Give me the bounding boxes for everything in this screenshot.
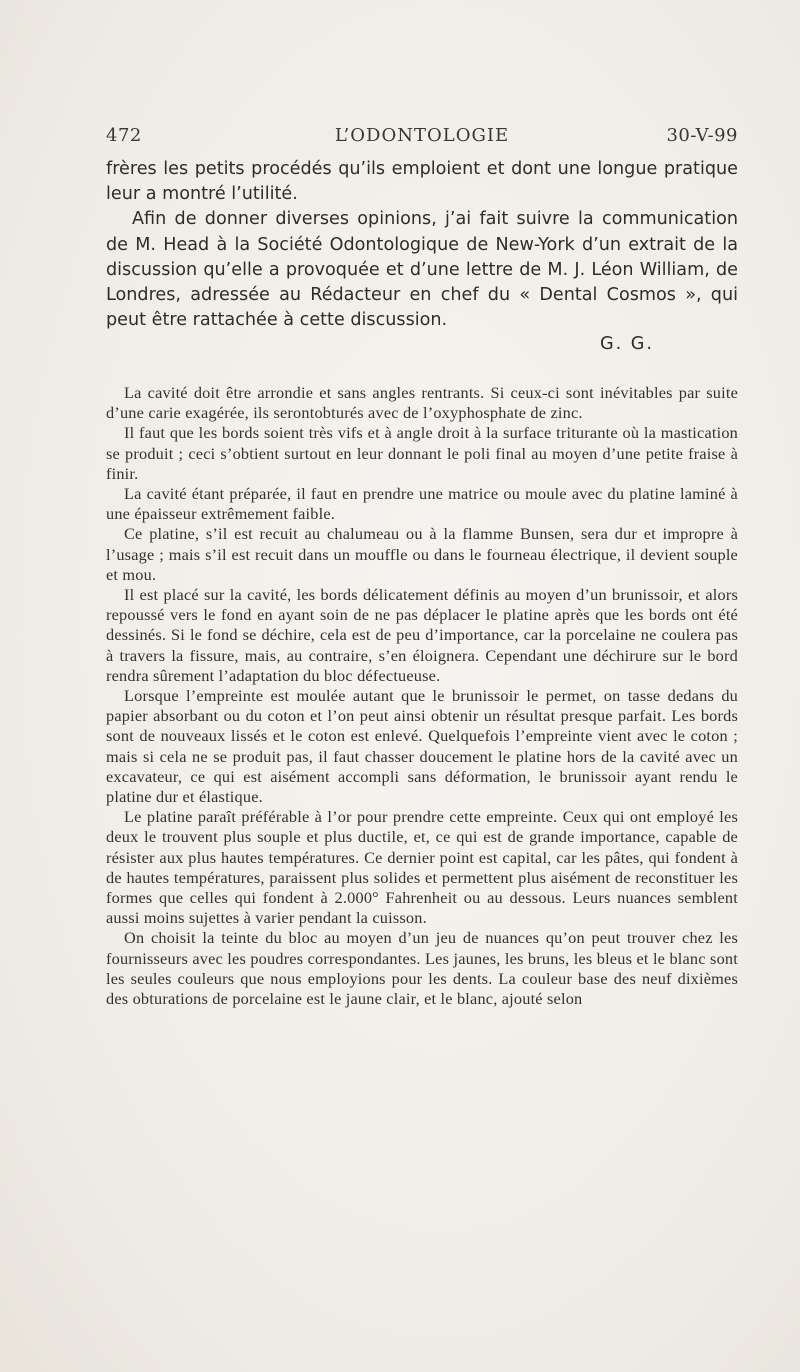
author-signature: G. G. bbox=[599, 334, 654, 354]
intro-paragraph: frères les petits procédés qu’ils emploient et dont une longue pratique leur a montré l’utilité. bbox=[106, 159, 738, 205]
body-paragraph: Lorsque l’empreinte est moulée autant que le brunissoir le permet, on tasse dedans du papier absorbant ou du coton et l’on peut ainsi obtenir un résultat presque parfait. Les bords sont de nouveaux lissés et le coton est enlevé. Quelquefois l’empreinte vient avec le coton ; mais si cela ne se produit pas, il faut chasser doucement le platine hors de la cavité avec un excavateur, ce qui est aisément accompli sans déformation, le brunissoir ayant rendu le platine dur et élastique. bbox=[106, 686, 738, 807]
body-paragraph: Il est placé sur la cavité, les bords délicatement définis au moyen d’un brunissoir, et alors repoussé vers le fond en ayant soin de ne pas déplacer le platine après que les bords ont été dessinés. Si le fond se déchire, cela est de peu d’importance, car la porcelaine ne coulera pas à travers la fissure, mais, au contraire, s’en éloignera. Cependant une déchirure sur le bord rendra sûrement l’adaptation du bloc défectueuse. bbox=[106, 585, 738, 685]
intro-note bbox=[106, 157, 738, 333]
body-paragraph: La cavité étant préparée, il faut en prendre une matrice ou moule avec du platine laminé à une épaisseur extrêmement faible. bbox=[106, 484, 738, 524]
body-paragraph: Il faut que les bords soient très vifs et à angle droit à la surface triturante où la mastication se produit ; ceci s’obtient surtout en leur donnant le poli final au moyen d’une petite fraise à finir. bbox=[106, 423, 738, 483]
body-paragraph: La cavité doit être arrondie et sans angles rentrants. Si ceux-ci sont inévitables par suite d’une carie exagérée, ils serontobturés avec de l’oxyphosphate de zinc. bbox=[106, 383, 738, 423]
running-header bbox=[106, 125, 738, 151]
journal-title: L’ODONTOLOGIE bbox=[334, 125, 510, 146]
body-paragraph: Ce platine, s’il est recuit au chalumeau ou à la flamme Bunsen, sera dur et impropre à l’usage ; mais s’il est recuit dans un mouffle ou dans le fourneau électrique, il devient souple et mou. bbox=[106, 524, 738, 584]
issue-date: 30-V-99 bbox=[666, 125, 738, 146]
article-body bbox=[106, 383, 738, 1009]
page-number: 472 bbox=[106, 125, 142, 146]
intro-paragraph: Afin de donner diverses opinions, j’ai fait suivre la communication de M. Head à la Société Odontologique de New-York d’un extrait de la discussion qu’elle a provoquée et d’une lettre de M. J. Léon William, de Londres, adressée au Rédacteur en chef du « Dental Cosmos », qui peut être rattachée à cette discussion. bbox=[106, 209, 738, 331]
body-paragraph: Le platine paraît préférable à l’or pour prendre cette empreinte. Ceux qui ont employé les deux le trouvent plus souple et plus ductile, et, ce qui est de grande importance, capable de résister aux plus hautes températures. Ce dernier point est capital, car les pâtes, qui fondent à de hautes températures, paraissent plus solides et permettent plus aisément de reconstituer les formes que celles qui fondent à 2.000° Fahrenheit ou au dessous. Leurs nuances semblent aussi moins sujettes à varier pendant la cuisson. bbox=[106, 807, 738, 928]
body-paragraph: On choisit la teinte du bloc au moyen d’un jeu de nuances qu’on peut trouver chez les fournisseurs avec les poudres correspondantes. Les jaunes, les bruns, les bleus et le blanc sont les seules couleurs que nous employions pour les dents. La couleur base des neuf dixièmes des obturations de porcelaine est le jaune clair, et le blanc, ajouté selon bbox=[106, 928, 738, 1009]
